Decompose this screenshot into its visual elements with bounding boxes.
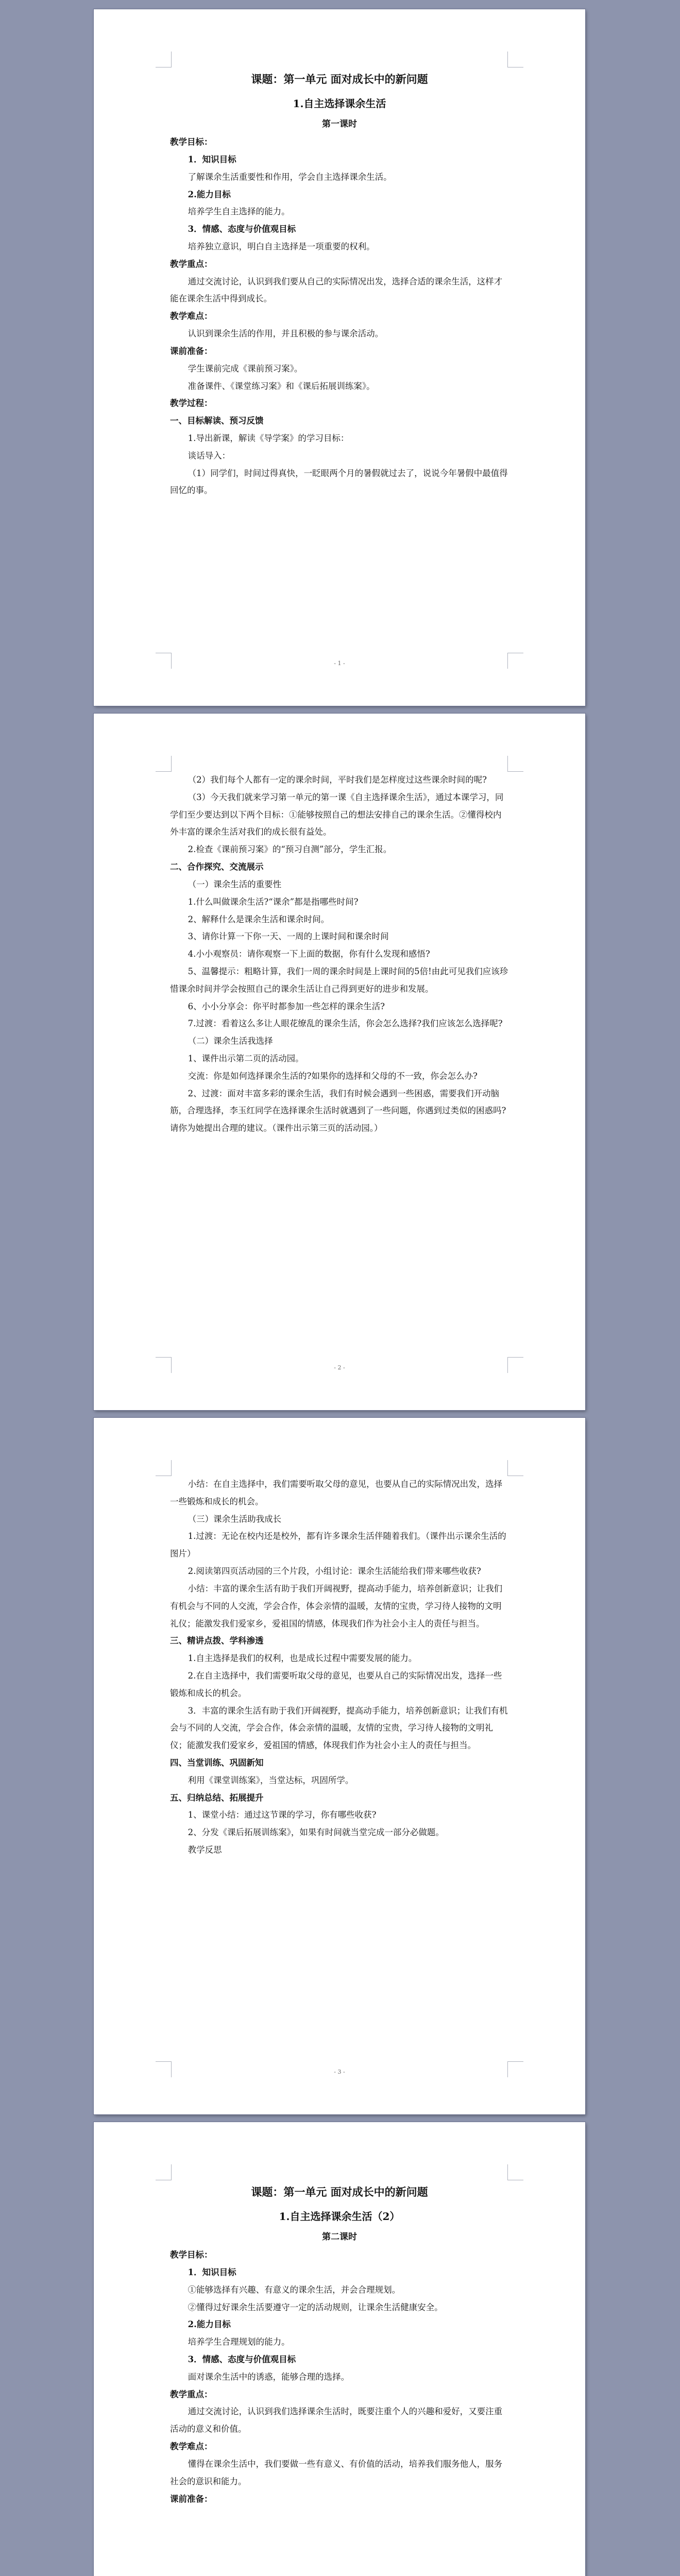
crop-mark: [507, 2164, 523, 2180]
section-heading: 教学目标：: [170, 2250, 213, 2260]
paragraph: 小结：丰富的课余生活有助于我们开阔视野，提高动手能力，培养创新意识；让我们有机会与不同的人交流，学会合作，体会亲情的温暖，友情的宝贵，学习待人接物的文明礼仪；能激发我们爱家乡，爱祖国的情感，体现我们作为社会小主人的责任与担当。: [170, 1583, 503, 1629]
section-heading: 五、归纳总结、拓展提升: [170, 1792, 264, 1803]
section-heading: 2.能力目标: [188, 189, 231, 199]
paragraph: 小结：在自主选择中，我们需要听取父母的意见，也要从自己的实际情况出发，选择一些锻炼和成长的机会。: [170, 1479, 503, 1506]
lesson-title: 课题：第一单元 面对成长中的新问题: [251, 73, 428, 86]
paragraph: 1.自主选择是我们的权利，也是成长过程中需要发展的能力。: [188, 1653, 417, 1664]
section-heading: 教学目标：: [170, 137, 213, 147]
section-heading: 二、合作探究、交流展示: [170, 862, 264, 872]
paragraph: 培养学生自主选择的能力。: [188, 207, 290, 217]
paragraph: 2、解释什么是课余生活和课余时间。: [188, 914, 330, 924]
paragraph: 4.小小观察员：请你观察一下上面的数据，你有什么发现和感悟?: [188, 949, 430, 959]
paragraph: 2.在自主选择中，我们需要听取父母的意见，也要从自己的实际情况出发，选择一些锻炼和成长的机会。: [170, 1670, 502, 1698]
section-heading: 1．知识目标: [188, 2267, 236, 2277]
page-number: - 1 -: [334, 660, 345, 667]
paragraph: 准备课件、《课堂练习案》和《课后拓展训练案》。: [188, 381, 375, 391]
paragraph: （二）课余生活我选择: [188, 1036, 273, 1046]
crop-mark: [156, 1460, 172, 1476]
paragraph: 1.什么叫做课余生活?“课余”都是指哪些时间?: [188, 896, 359, 907]
crop-mark: [156, 756, 172, 772]
paragraph: 通过交流讨论，认识到我们选择课余生活时，既要注重个人的兴趣和爱好，又要注重活动的意义和价值。: [170, 2406, 503, 2434]
section-heading: 课前准备：: [170, 2494, 213, 2504]
paragraph: 2、过渡：面对丰富多彩的课余生活，我们有时候会遇到一些困惑，需要我们开动脑筋，合理选择，李玉红同学在选择课余生活时就遇到了一些问题，你遇到过类似的困惑吗?请你为她提出合理的建议。（课件出示第三页的活动园。）: [170, 1088, 506, 1133]
paragraph: ②懂得过好课余生活要遵守一定的活动规则，让课余生活健康安全。: [188, 2302, 443, 2312]
section-heading: 四、当堂训练、巩固新知: [170, 1758, 264, 1768]
paragraph: 教学反思: [188, 1845, 222, 1855]
section-heading: 教学难点：: [170, 311, 213, 321]
section-heading: 一、目标解读、预习反馈: [170, 416, 264, 426]
paragraph: （3）今天我们就来学习第一单元的第一课《自主选择课余生活》，通过本课学习，同学们至少要达到以下两个目标：①能够按照自己的想法安排自己的课余生活。②懂得校内外丰富的课余生活对我们的成长很有益处。: [170, 792, 504, 837]
paragraph: 谈话导入：: [188, 450, 231, 461]
page-content: [170, 771, 509, 1137]
document-page: [94, 9, 585, 706]
page-number: - 3 -: [334, 2069, 345, 2075]
lesson-title: 课题：第一单元 面对成长中的新问题: [251, 2185, 428, 2198]
section-heading: 教学过程：: [170, 398, 213, 409]
paragraph: 认识到课余生活的作用，并且积极的参与课余活动。: [188, 329, 384, 339]
section-heading: 教学重点：: [170, 2389, 213, 2399]
section-heading: 3．情感、态度与价值观目标: [188, 224, 296, 234]
session-label: 第一课时: [322, 119, 357, 130]
paragraph: 面对课余生活中的诱惑，能够合理的选择。: [188, 2371, 350, 2382]
paragraph: 6、小小分享会：你平时都参加一些怎样的课余生活?: [188, 1001, 385, 1011]
paragraph: ①能够选择有兴趣、有意义的课余生活，并会合理规划。: [188, 2284, 401, 2295]
document-page: [94, 2122, 585, 2576]
paragraph: 2.检查《课前预习案》的“预习自测”部分，学生汇报。: [188, 844, 392, 855]
document-page: [94, 1418, 585, 2114]
section-heading: 2.能力目标: [188, 2319, 231, 2330]
document-page: [94, 714, 585, 1410]
paragraph: 2.阅读第四页活动园的三个片段，小组讨论：课余生活能给我们带来哪些收获?: [188, 1566, 481, 1577]
section-heading: 课前准备：: [170, 346, 213, 356]
section-heading: 教学难点：: [170, 2442, 213, 2452]
section-heading: 3．情感、态度与价值观目标: [188, 2354, 296, 2365]
paragraph: （一）课余生活的重要性: [188, 879, 282, 889]
paragraph: 通过交流讨论，认识到我们要从自己的实际情况出发，选择合适的课余生活，这样才能在课余生活中得到成长。: [170, 276, 503, 304]
paragraph: 5、温馨提示：粗略计算，我们一周的课余时间是上课时间的5倍!由此可见我们应该珍惜课余时间并学会按照自己的课余生活让自己得到更好的进步和发展。: [170, 966, 508, 994]
paragraph: 7.过渡：看着这么多让人眼花缭乱的课余生活，你会怎么选择?我们应该怎么选择呢?: [188, 1019, 503, 1029]
section-heading: 三、精讲点拨、学科渗透: [170, 1636, 264, 1646]
lesson-subtitle: 1.自主选择课余生活（2）: [279, 2210, 400, 2223]
crop-mark: [507, 1460, 523, 1476]
paragraph: （2）我们每个人都有一定的课余时间，平时我们是怎样度过这些课余时间的呢?: [188, 775, 487, 785]
paragraph: 学生课前完成《课前预习案》。: [188, 363, 303, 374]
paragraph: 2、分发《课后拓展训练案》，如果有时间就当堂完成一部分必做题。: [188, 1827, 444, 1838]
paragraph: 交流：你是如何选择课余生活的?如果你的选择和父母的不一致，你会怎么办?: [188, 1071, 478, 1081]
paragraph: （1）同学们，时间过得真快，一眨眼两个月的暑假就过去了，说说今年暑假中最值得回忆的事。: [170, 468, 508, 496]
paragraph: 1、课件出示第二页的活动园。: [188, 1054, 304, 1063]
page-content: [170, 67, 509, 499]
crop-mark: [507, 756, 523, 772]
crop-mark: [156, 52, 172, 67]
paragraph: 利用《课堂训练案》，当堂达标，巩固所学。: [188, 1775, 354, 1785]
page-content: [170, 2180, 509, 2507]
paragraph: 1.导出新课，解读《导学案》的学习目标：: [188, 433, 349, 443]
page-number: - 2 -: [334, 1364, 345, 1371]
paragraph: 1.过渡：无论在校内还是校外，都有许多课余生活伴随着我们。（课件出示课余生活的图片）: [170, 1531, 506, 1559]
page-content: [170, 1476, 509, 1859]
crop-mark: [156, 2164, 172, 2180]
paragraph: 懂得在课余生活中，我们要做一些有意义、有价值的活动，培养我们服务他人，服务社会的意识和能力。: [170, 2459, 503, 2486]
paragraph: 培养独立意识，明白自主选择是一项重要的权利。: [188, 242, 375, 252]
paragraph: 1、课堂小结：通过这节课的学习，你有哪些收获?: [188, 1810, 377, 1820]
paragraph: 3．丰富的课余生活有助于我们开阔视野，提高动手能力，培养创新意识；让我们有机会与不同的人交流，学会合作，体会亲情的温暖，友情的宝贵，学习待人接物的文明礼仪；能激发我们爱家乡，爱祖国的情感，体现我们作为社会小主人的责任与担当。: [170, 1705, 508, 1751]
section-heading: 教学重点：: [170, 259, 213, 269]
crop-mark: [507, 52, 523, 67]
paragraph: 3、请你计算一下你一天、一周的上课时间和课余时间: [188, 931, 389, 942]
session-label: 第二课时: [322, 2232, 357, 2243]
paragraph: 培养学生合理规划的能力。: [188, 2337, 290, 2347]
paragraph: 了解课余生活重要性和作用，学会自主选择课余生活。: [188, 172, 392, 182]
lesson-subtitle: 1.自主选择课余生活: [293, 97, 386, 110]
section-heading: 1．知识目标: [188, 154, 236, 164]
paragraph: （三）课余生活助我成长: [188, 1514, 282, 1524]
